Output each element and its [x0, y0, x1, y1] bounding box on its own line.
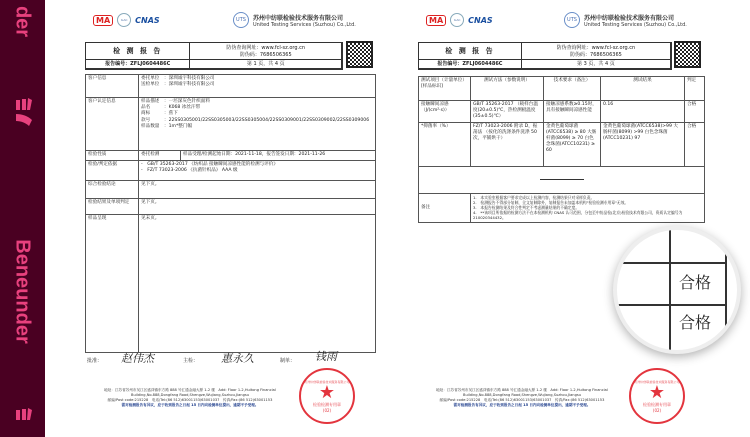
remark-line: 3. 本报告检测结果及符合性判定不考虑测量结果的不确定度。 [473, 204, 580, 210]
lab-header [564, 12, 687, 28]
cell-line: 样品数量 ：1m*整门幅 [141, 123, 193, 129]
review-label: 主检： [183, 358, 199, 364]
stamp-code: (02) [322, 407, 332, 413]
cell-method: GB/T 35263-2017 （载样台温度(20±0.5)℃，热检测板温度(35±0.5)℃） [471, 101, 544, 123]
magnifier-callout [613, 226, 741, 354]
star-icon: ★ [318, 381, 336, 403]
row-label: 检验/判定依据 [86, 161, 139, 181]
footer-contact: 邮编/Post code:215228 电话/Tel:(86 512)63001153/63001037 传真/Fax:(86 512)63001153 [107, 398, 273, 402]
lab-header [233, 12, 356, 28]
uts-logo-icon: UTS [564, 12, 580, 28]
row-label: 综合检验结论 [86, 181, 139, 199]
row-label: 样品呈现 [86, 215, 139, 353]
footer-notice: 需对检测报告有异议，应于收到报告之日起 15 日内向检测单位提出，逾期不予受理。 [121, 403, 259, 407]
cma-logo: MA [93, 15, 113, 26]
lab-name-en: United Testing Services (Suzhou) Co.,Ltd. [253, 21, 356, 28]
page-number: 第 1 页，共 4 页 [190, 60, 342, 70]
cell-line: - FZ/T 73023-2006 《抗菌针织品》 AAA 级 [141, 168, 238, 174]
column-header: 测试项目（计量单位）[样品标识] [419, 77, 471, 101]
remark-line: 2. 检测报告不得部分复制，全文复制除外，复制报告未加盖本机构"检验检测专用章"无效。 [473, 199, 629, 205]
verify-code: 防伪码：7686506365 [239, 51, 292, 58]
lab-name-en: United Testing Services (Suzhou) Co.,Ltd. [584, 21, 687, 28]
report-title: 检 测 报 告 [86, 43, 190, 60]
column-header: 技术要求（备注） [544, 77, 601, 101]
stamp-code: (02) [652, 407, 662, 413]
footer-notice: 需对检测报告有异议，应于收到报告之日起 15 日内向检测单位提出，逾期不予受理。 [453, 403, 591, 407]
report-page-3 [416, 0, 716, 437]
report-page-1 [83, 0, 383, 437]
row-label: 客户信息 [86, 75, 139, 98]
cell-line: 商标 ：蕉下 [141, 111, 178, 117]
cell-line: 送检单位 ：深圳诚宇科技有限公司 [141, 82, 215, 88]
uts-logo-icon: UTS [233, 12, 249, 28]
cell-value: 样品受理/检测起始日期：2021-11-18，报告签发日期：2021-11-26 [181, 151, 376, 161]
official-stamp [299, 368, 355, 424]
test-results-table [418, 76, 705, 223]
cell-value: 见下页。 [139, 199, 376, 215]
cell-line: 委托单位 ：深圳诚宇科技有限公司 [141, 76, 215, 81]
table-row [419, 122, 705, 166]
footer-contact: 邮编/Post code:215228 电话/Tel:(86 512)63001153/63001037 传真/Fax:(86 512)63001153 [439, 398, 605, 402]
verify-url: 防伪查询网址：www.fcl-sz.org.cn [556, 44, 636, 51]
cell-line: - GB/T 35263-2017 《纺织品 接触瞬间凉感性能的检测与评价》 [141, 162, 278, 167]
approve-label: 批准： [87, 358, 103, 364]
magnified-verdict: 合格 [679, 313, 712, 332]
remarks-label: 备注 [419, 193, 471, 222]
ilac-logo: ILAC [117, 13, 131, 27]
qr-code[interactable] [674, 41, 701, 68]
stamp-sub: 检验检测专用章 [643, 401, 671, 407]
make-label: 制单： [280, 358, 296, 364]
cell-line: 样品描述 ：一坯深灰色针织面料 [141, 99, 210, 104]
cnas-logo: CNAS [135, 15, 160, 25]
stamp-text: 苏州中纺联检验技术服务有限公司 [304, 379, 350, 384]
row-label: 客户认定信息 [86, 98, 139, 151]
cell-item: 接触瞬间凉感（J/(cm²·s)） [419, 101, 471, 123]
cell-requirement: 接触凉感系数≥0.15时，具有接触瞬间凉感性能 [544, 101, 601, 123]
footer-address: 地址：江苏省苏州市吴江区盛泽镇东方路 888 号汇通金融大厦 1-2 楼 Add: Floor 1-2,Huitong Financial Building,No.888,Dongfang Road,Shengze,Wujiang,Suzhou,Jiangsu [436, 388, 608, 397]
accreditation-logos [426, 13, 493, 27]
verify-code: 防伪码：7686506365 [570, 51, 622, 58]
review-signature: 惠永久 [221, 352, 254, 365]
brand-strip [0, 0, 45, 437]
cell-verdict: 合格 [685, 122, 705, 166]
accreditation-logos [93, 13, 160, 27]
cell-method: FZ/T 73023-2006 附录 D，振荡法 （按化的洗涤条件洗涤 50 次，平铺烘干） [471, 122, 544, 166]
cell-line: 款号 ：22SS0305001/22SS0305003/22SS0305004/22SS0309001/22SS0309002/22SS0309006 [141, 117, 370, 123]
row-label: 检验性质 [86, 151, 139, 161]
cell-value: 委托检测 [139, 151, 181, 161]
cell-result: 金黄色葡萄球菌(ATCC6538)>99 大肠杆菌(8099) >99 白色念珠菌(ATCC10231) 97 [601, 122, 685, 166]
table-row [419, 101, 705, 123]
report-title: 检 测 报 告 [419, 43, 522, 60]
report-header [418, 42, 672, 70]
brand-logo-icon [14, 98, 32, 128]
remark-line: 4. **该项目所依据的检测方法不在本检测机构 CNAS 认可范围，分包至中纺品检(北京)检验技术有限公司，资质认定编号为 210020344432。 [473, 209, 683, 220]
column-header: 判定 [685, 77, 705, 101]
cma-logo: MA [426, 15, 446, 26]
brand-logo-icon [14, 408, 32, 437]
verify-url: 防伪查询网址：www.fcl-sz.org.cn [226, 44, 306, 51]
row-label: 检验结果及单项判定 [86, 199, 139, 215]
report-number: 报告编号：ZFLJ0604486C [419, 60, 522, 70]
official-stamp [629, 368, 685, 424]
qr-code[interactable] [346, 41, 373, 68]
cell-line: 品名 ：K068 冰丝汗带 [141, 105, 201, 111]
cell-result: 0.16 [601, 101, 685, 123]
report-number: 报告编号：ZFLJ0604486C [86, 60, 190, 70]
cell-item: *抑菌率（%） [419, 122, 471, 166]
report-header [85, 42, 343, 70]
cell-requirement: 金黄色葡萄球菌(ATCC6538) ≥ 80 大肠杆菌(8099) ≥ 70 白色念珠菌(ATCC10231) ≥ 60 [544, 122, 601, 166]
client-info-table [85, 74, 376, 353]
stamp-text: 苏州中纺联检验技术服务有限公司 [634, 379, 680, 384]
report-footer [420, 388, 624, 408]
stamp-sub: 检验检测专用章 [313, 401, 341, 407]
brand-name: Beneunder [11, 239, 34, 344]
make-signature: 钱雨 [315, 350, 337, 363]
approve-signature: 赵伟杰 [121, 352, 154, 365]
report-footer [87, 388, 293, 408]
cell-verdict: 合格 [685, 101, 705, 123]
star-icon: ★ [648, 381, 666, 403]
cnas-logo: CNAS [468, 15, 493, 25]
lab-name-cn: 苏州中纺联检验技术服务有限公司 [584, 14, 675, 22]
footer-address: 地址：江苏省苏州市吴江区盛泽镇东方路 888 号汇通金融大厦 1-2 楼 Add: Floor 1-2,Huitong Financial Building,No.888,Dongfang Road,Shengze,Wujiang,Suzhou,Jiangsu [104, 388, 276, 397]
magnified-verdict: 合格 [679, 273, 712, 292]
column-header: 测试结果 [601, 77, 685, 101]
remark-line: 1. 本实验室根据客户要求完成以上检测内容，检测结果只对采样负责。 [473, 194, 595, 200]
page-number: 第 3 页，共 4 页 [522, 60, 671, 70]
lab-name-cn: 苏州中纺联检验技术服务有限公司 [253, 14, 344, 22]
column-header: 测试方法（参数说明） [471, 77, 544, 101]
cell-value: 见下页。 [139, 181, 376, 199]
divider [540, 179, 584, 180]
cell-value: 见末页。 [139, 215, 376, 353]
brand-name-partial: der [11, 5, 34, 38]
ilac-logo: ILAC [450, 13, 464, 27]
